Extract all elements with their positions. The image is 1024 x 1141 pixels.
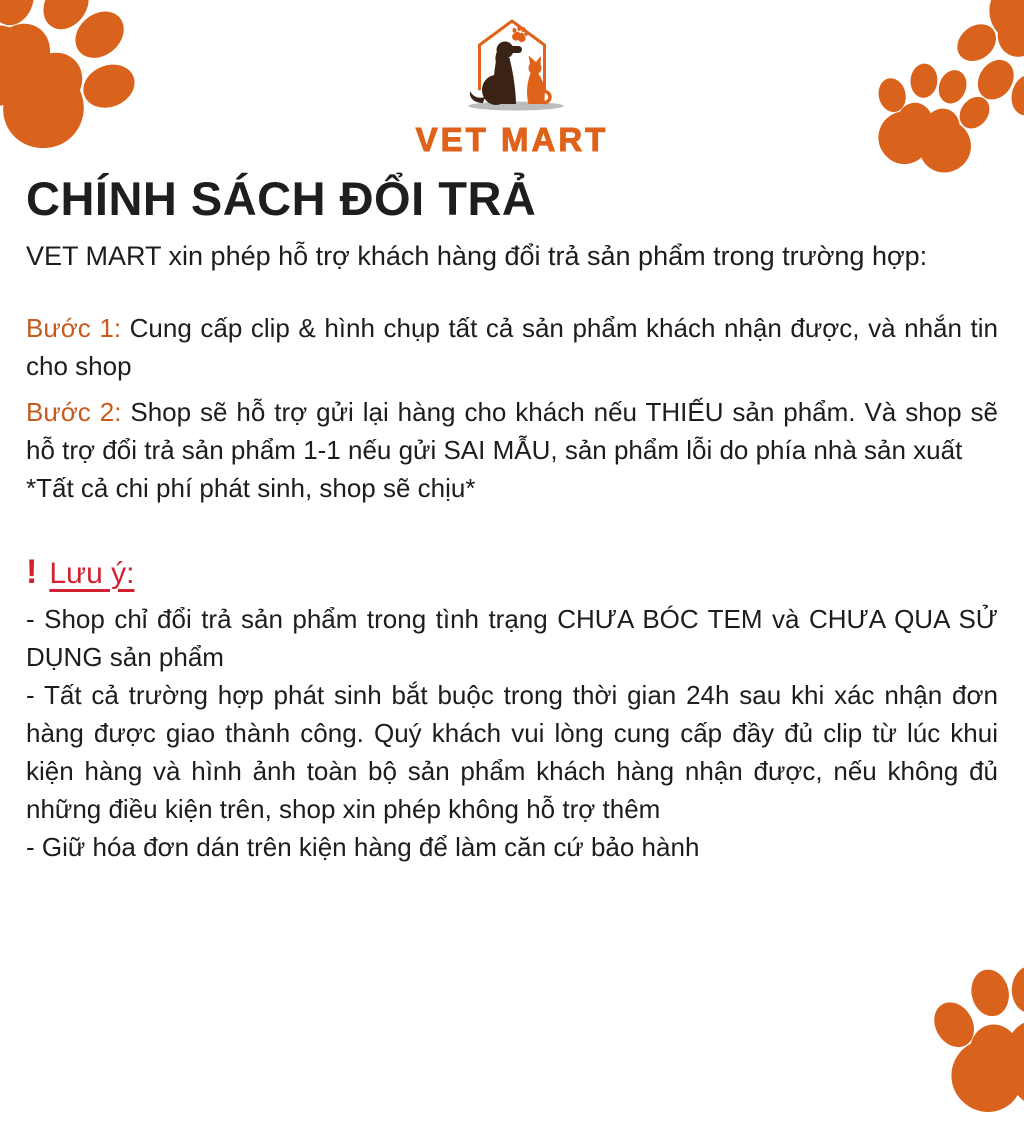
- brand-wordmark: VET MART: [415, 121, 609, 158]
- step-1: [26, 309, 998, 385]
- paw-print-icon: [509, 24, 531, 44]
- step-2: [26, 393, 998, 469]
- page-title: CHÍNH SÁCH ĐỔI TRẢ: [26, 172, 537, 225]
- exclamation-mark: !: [26, 552, 38, 591]
- policy-content: [0, 173, 1024, 866]
- paw-print-icon: [921, 959, 1024, 1141]
- steps-section: [26, 309, 998, 507]
- cat-silhouette-icon: [527, 56, 550, 105]
- fee-note: *Tất cả chi phí phát sinh, shop sẽ chịu*: [26, 472, 476, 503]
- note-item: - Giữ hóa đơn dán trên kiện hàng để làm căn cứ bảo hành: [26, 831, 700, 862]
- intro-text: VET MART xin phép hỗ trợ khách hàng đổi trả sản phẩm trong trường hợp:: [26, 240, 928, 271]
- step-2-label: Bước 2:: [26, 396, 122, 427]
- policy-poster: [0, 14, 1024, 1038]
- step-1-text: Cung cấp clip & hình chụp tất cả sản phẩm khách nhận được, và nhắn tin cho shop: [26, 312, 998, 381]
- logo-art: [437, 14, 587, 119]
- step-2-text: Shop sẽ hỗ trợ gửi lại hàng cho khách nếu THIẾU sản phẩm. Và shop sẽ hỗ trợ đổi trả sản phẩm 1-1 nếu gửi SAI MẪU, sản phẩm lỗi do phía nhà sản xuất: [26, 396, 998, 465]
- note-item: - Shop chỉ đổi trả sản phẩm trong tình trạng CHƯA BÓC TEM và CHƯA QUA SỬ DỤNG sản phẩm: [26, 603, 998, 672]
- note-heading: [26, 553, 998, 592]
- note-items: [26, 600, 998, 866]
- note-item: - Tất cả trường hợp phát sinh bắt buộc trong thời gian 24h sau khi xác nhận đơn hàng được giao thành công. Quý khách vui lòng cung cấp đầy đủ clip từ lúc khui kiện hàng và hình ảnh toàn bộ sản phẩm khách hàng nhận được, nếu không đủ những điều kiện trên, shop xin phép không hỗ trợ thêm: [26, 679, 998, 824]
- note-title: Lưu ý:: [49, 556, 135, 590]
- dog-silhouette-icon: [470, 42, 522, 106]
- step-1-label: Bước 1:: [26, 312, 122, 343]
